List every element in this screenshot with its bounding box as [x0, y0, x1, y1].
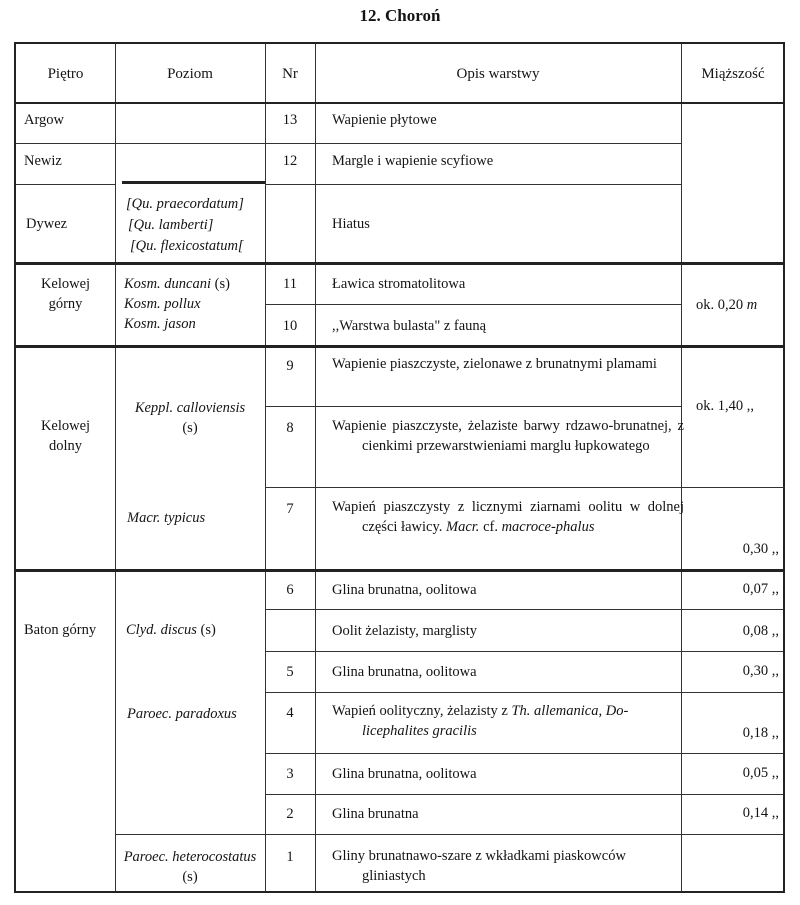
pietro-newiz: Newiz	[24, 153, 62, 169]
opis-2: Glina brunatna	[332, 806, 419, 822]
row-divider	[316, 143, 681, 144]
opis-oolit: Oolit żelazisty, marglisty	[332, 623, 477, 639]
row-divider	[266, 609, 783, 610]
opis-1: Gliny brunatnawo-szare z wkładkami piaskowców gliniastych	[332, 848, 626, 884]
row-divider	[266, 651, 783, 652]
header-miazszosc: Miąższość	[701, 66, 765, 82]
stratigraphy-table	[14, 42, 785, 893]
nr-2: 2	[286, 806, 294, 822]
col-divider	[115, 44, 116, 891]
opis-11: Ławica stromatolitowa	[332, 276, 466, 292]
section-divider	[16, 262, 783, 265]
miazszosc-2: 0,14 ,,	[742, 805, 779, 821]
nr-6: 6	[286, 582, 294, 598]
nr-3: 3	[286, 766, 294, 782]
nr-10: 10	[282, 318, 298, 334]
poziom-paroec: Paroec. paradoxus	[127, 706, 237, 722]
poziom-dywez: [Qu. praecordatum] [Qu. lamberti] [Qu. flexicostatum[	[126, 196, 244, 254]
opis-9: Wapienie piaszczyste, zielonawe z brunatnymi plamami	[332, 356, 657, 372]
header-divider	[16, 102, 783, 104]
opis-13: Wapienie płytowe	[332, 112, 437, 128]
opis-hiatus: Hiatus	[332, 216, 370, 232]
pietro-argow: Argow	[24, 112, 65, 128]
header-nr: Nr	[282, 66, 298, 82]
opis-10: ,,Warstwa bulasta" z fauną	[332, 318, 487, 334]
nr-12: 12	[282, 153, 298, 169]
pietro-dywez: Dywez	[26, 216, 68, 232]
nr-1: 1	[286, 849, 294, 865]
poziom-clyd: Clyd. discus (s)	[126, 622, 216, 638]
miazszosc-7: 0,30 ,,	[742, 541, 779, 557]
row-divider	[16, 184, 115, 185]
miazszosc-3: 0,05 ,,	[742, 765, 779, 781]
header-opis: Opis warstwy	[456, 66, 540, 82]
row-divider	[266, 406, 681, 407]
row-divider	[266, 753, 783, 754]
section-divider	[16, 345, 783, 348]
nr-4: 4	[286, 705, 294, 721]
poziom-keppl: Keppl. calloviensis (s)	[134, 400, 246, 436]
miazszosc-kelowej-gorny: ok. 0,20 m	[696, 297, 758, 313]
poziom-thick-line	[122, 181, 265, 184]
row-divider	[266, 487, 785, 488]
nr-13: 13	[282, 112, 298, 128]
row-divider	[116, 834, 783, 835]
opis-5: Glina brunatna, oolitowa	[332, 664, 477, 680]
opis-6: Glina brunatna, oolitowa	[332, 582, 477, 598]
opis-7: Wapień piaszczysty z licznymi ziarnami oolitu w dolnej części ławicy. Macr. cf. macroce-phalus	[332, 499, 684, 535]
miazszosc-6: 0,07 ,,	[742, 581, 779, 597]
nr-5: 5	[286, 664, 294, 680]
opis-3: Glina brunatna, oolitowa	[332, 766, 477, 782]
opis-8: Wapienie piaszczyste, żelaziste barwy rdzawo-brunatnej, z cienkimi przewarstwieniami marglu łupkowatego	[332, 418, 684, 454]
pietro-kelowej-gorny: Kelowej górny	[40, 276, 91, 312]
miazszosc-5: 0,30 ,,	[742, 663, 779, 679]
header-poziom: Poziom	[167, 66, 213, 82]
nr-7: 7	[286, 501, 294, 517]
miazszosc-oolit: 0,08 ,,	[742, 623, 779, 639]
poziom-heterocostatus: Paroec. heterocostatus (s)	[123, 849, 257, 885]
page-title: 12. Choroń	[359, 6, 441, 25]
opis-12: Margle i wapienie scyfiowe	[332, 153, 494, 169]
row-divider	[266, 794, 783, 795]
row-divider	[266, 692, 783, 693]
nr-11: 11	[283, 276, 297, 292]
nr-8: 8	[286, 420, 294, 436]
poziom-macr: Macr. typicus	[127, 510, 206, 526]
header-pietro: Piętro	[47, 66, 84, 82]
poziom-kelowej-gorny: Kosm. duncani (s) Kosm. pollux Kosm. jason	[124, 276, 230, 332]
col-divider	[315, 44, 316, 891]
nr-9: 9	[286, 358, 294, 374]
miazszosc-4: 0,18 ,,	[742, 725, 779, 741]
miazszosc-9-8: ok. 1,40 ,,	[696, 398, 754, 414]
pietro-kelowej-dolny: Kelowej dolny	[40, 418, 91, 454]
opis-4: Wapień oolityczny, żelazisty z Th. allemanica, Do-licephalites gracilis	[332, 703, 629, 739]
pietro-baton-gorny: Baton górny	[24, 622, 97, 638]
section-divider	[16, 569, 783, 572]
row-divider	[266, 304, 681, 305]
row-divider	[266, 184, 681, 185]
